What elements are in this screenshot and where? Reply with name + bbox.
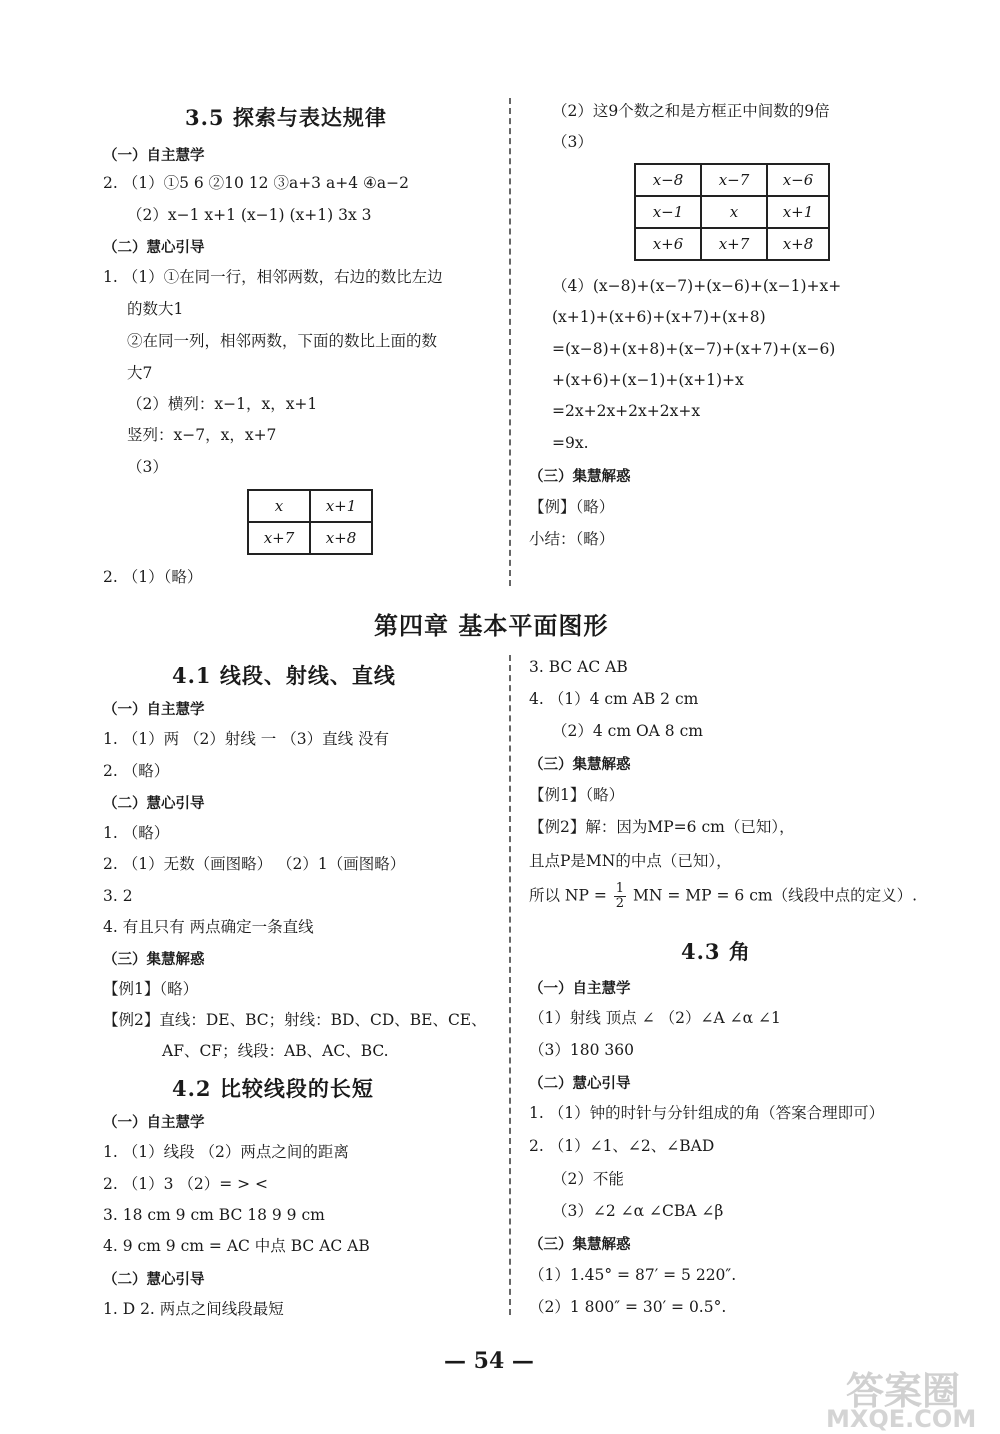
- answer-line: 1. （1）①在同一行，相邻两数，右边的数比左边: [103, 268, 443, 286]
- subheading: （二）慧心引导: [529, 1076, 631, 1092]
- grid-cell: x−7: [701, 164, 767, 196]
- grid-cell: x−6: [767, 164, 829, 196]
- chapter-title: 第四章 基本平面图形: [374, 611, 609, 640]
- answer-line: （3）180 360: [529, 1041, 634, 1059]
- answer-line: 1. D 2. 两点之间线段最短: [103, 1300, 284, 1318]
- answer-line: 4. 9 cm 9 cm = AC 中点 BC AC AB: [103, 1237, 370, 1255]
- answer-line: =9x.: [552, 434, 589, 452]
- answer-line: （2）不能: [552, 1170, 624, 1188]
- subheading: （一）自主慧学: [529, 981, 631, 997]
- subheading: （三）集慧解惑: [529, 757, 631, 773]
- answer-line: 4. （1）4 cm AB 2 cm: [529, 690, 699, 708]
- answer-line: 大7: [127, 364, 153, 382]
- column-divider-top: [509, 98, 511, 586]
- answer-line: 2. （1）（略）: [103, 568, 203, 586]
- fraction-line-prefix: 所以 NP =: [529, 886, 607, 905]
- answer-line: 1. （1）线段 （2）两点之间的距离: [103, 1143, 349, 1161]
- answer-line: 4. 有且只有 两点确定一条直线: [103, 918, 314, 936]
- answer-line: （2）1 800″ = 30′ = 0.5°.: [529, 1298, 727, 1316]
- section-title-4-1: 4.1 线段、射线、直线: [172, 663, 396, 688]
- fraction-numerator: 1: [615, 881, 625, 896]
- answer-line: （1）射线 顶点 ∠ （2）∠A ∠α ∠1: [529, 1009, 781, 1027]
- answer-line: （3）: [552, 133, 593, 151]
- answer-line: （3）∠2 ∠α ∠CBA ∠β: [552, 1202, 724, 1220]
- answer-line: AF、CF；线段：AB、AC、BC.: [162, 1042, 389, 1060]
- answer-line: （2）这9个数之和是方框正中间数的9倍: [552, 102, 830, 120]
- subheading: （一）自主慧学: [103, 1115, 205, 1131]
- number-grid-3x3: [634, 163, 830, 261]
- answer-line: 小结：（略）: [529, 530, 615, 548]
- grid-cell: x−1: [635, 196, 701, 228]
- watermark-url: MXQE.COM: [826, 1405, 977, 1433]
- subheading: （一）自主慧学: [103, 148, 205, 164]
- answer-line: +(x+6)+(x−1)+(x+1)+x: [552, 371, 744, 389]
- subheading: （三）集慧解惑: [529, 1237, 631, 1253]
- answer-line: 且点P是MN的中点（已知），: [529, 852, 732, 870]
- grid-cell: x+1: [767, 196, 829, 228]
- answer-line: =(x−8)+(x+8)+(x−7)+(x+7)+(x−6): [552, 340, 836, 358]
- answer-line: 1. （1）钟的时针与分针组成的角（答案合理即可）: [529, 1104, 885, 1122]
- answer-line: （1）1.45° = 87′ = 5 220″.: [529, 1266, 737, 1284]
- answer-line: 竖列：x−7，x，x+7: [127, 426, 277, 444]
- fraction-denominator: 2: [615, 896, 625, 911]
- answer-line: 2. （1）无数（画图略） （2）1（画图略）: [103, 855, 406, 873]
- page-number: — 54 —: [444, 1348, 534, 1374]
- answer-line: 2. （1）3 （2）= > <: [103, 1175, 269, 1193]
- answer-line: 2. （1）①5 6 ②10 12 ③a+3 a+4 ④a−2: [103, 174, 409, 192]
- answer-line: 【例2】直线：DE、BC；射线：BD、CD、BE、CE、: [103, 1011, 487, 1029]
- fraction-line-suffix: MN = MP = 6 cm（线段中点的定义）.: [633, 886, 918, 905]
- fraction-one-half: [614, 882, 626, 911]
- answer-line: =2x+2x+2x+2x+x: [552, 402, 701, 420]
- grid-cell: x+7: [701, 228, 767, 260]
- answer-line: （2）x−1 x+1 (x−1) (x+1) 3x 3: [127, 206, 372, 224]
- watermark-logo: 答案圈: [846, 1369, 961, 1413]
- column-divider-bottom: [509, 655, 511, 1315]
- grid-cell: x: [701, 196, 767, 228]
- answer-line: 【例】（略）: [529, 498, 615, 516]
- grid-cell: x+7: [248, 522, 310, 554]
- grid-cell: x+8: [310, 522, 372, 554]
- answer-line: 2. （略）: [103, 762, 170, 780]
- section-title-4-2: 4.2 比较线段的长短: [172, 1076, 374, 1101]
- answer-line: （2）4 cm OA 8 cm: [552, 722, 703, 740]
- answer-line: （4）(x−8)+(x−7)+(x−6)+(x−1)+x+: [552, 277, 842, 295]
- answer-line: 3. 2: [103, 887, 133, 905]
- number-grid-2x2: [247, 489, 373, 555]
- answer-line: （3）: [127, 458, 168, 476]
- answer-line: （2）横列：x−1，x，x+1: [127, 395, 318, 413]
- answer-line: 【例1】（略）: [529, 786, 625, 804]
- subheading: （三）集慧解惑: [529, 469, 631, 485]
- answer-line: 1. （略）: [103, 824, 170, 842]
- section-title-4-3: 4.3 角: [681, 939, 751, 964]
- grid-cell: x: [248, 490, 310, 522]
- subheading: （一）自主慧学: [103, 702, 205, 718]
- answer-line: 的数大1: [127, 300, 184, 318]
- grid-cell: x+8: [767, 228, 829, 260]
- answer-line: 【例2】解：因为MP=6 cm（已知），: [529, 818, 795, 836]
- grid-cell: x+1: [310, 490, 372, 522]
- answer-line: 3. 18 cm 9 cm BC 18 9 9 cm: [103, 1206, 325, 1224]
- answer-line: ②在同一列，相邻两数，下面的数比上面的数: [127, 332, 438, 350]
- grid-cell: x+6: [635, 228, 701, 260]
- grid-cell: x−8: [635, 164, 701, 196]
- subheading: （三）集慧解惑: [103, 952, 205, 968]
- answer-line: 3. BC AC AB: [529, 658, 628, 676]
- fraction-line: [529, 882, 917, 911]
- answer-line: (x+1)+(x+6)+(x+7)+(x+8): [552, 308, 766, 326]
- subheading: （二）慧心引导: [103, 1272, 205, 1288]
- subheading: （二）慧心引导: [103, 796, 205, 812]
- subheading: （二）慧心引导: [103, 240, 205, 256]
- answer-line: 【例1】（略）: [103, 980, 199, 998]
- section-title-3-5: 3.5 探索与表达规律: [185, 105, 387, 130]
- answer-line: 2. （1）∠1、∠2、∠BAD: [529, 1137, 715, 1155]
- answer-line: 1. （1）两 （2）射线 一 （3）直线 没有: [103, 730, 390, 748]
